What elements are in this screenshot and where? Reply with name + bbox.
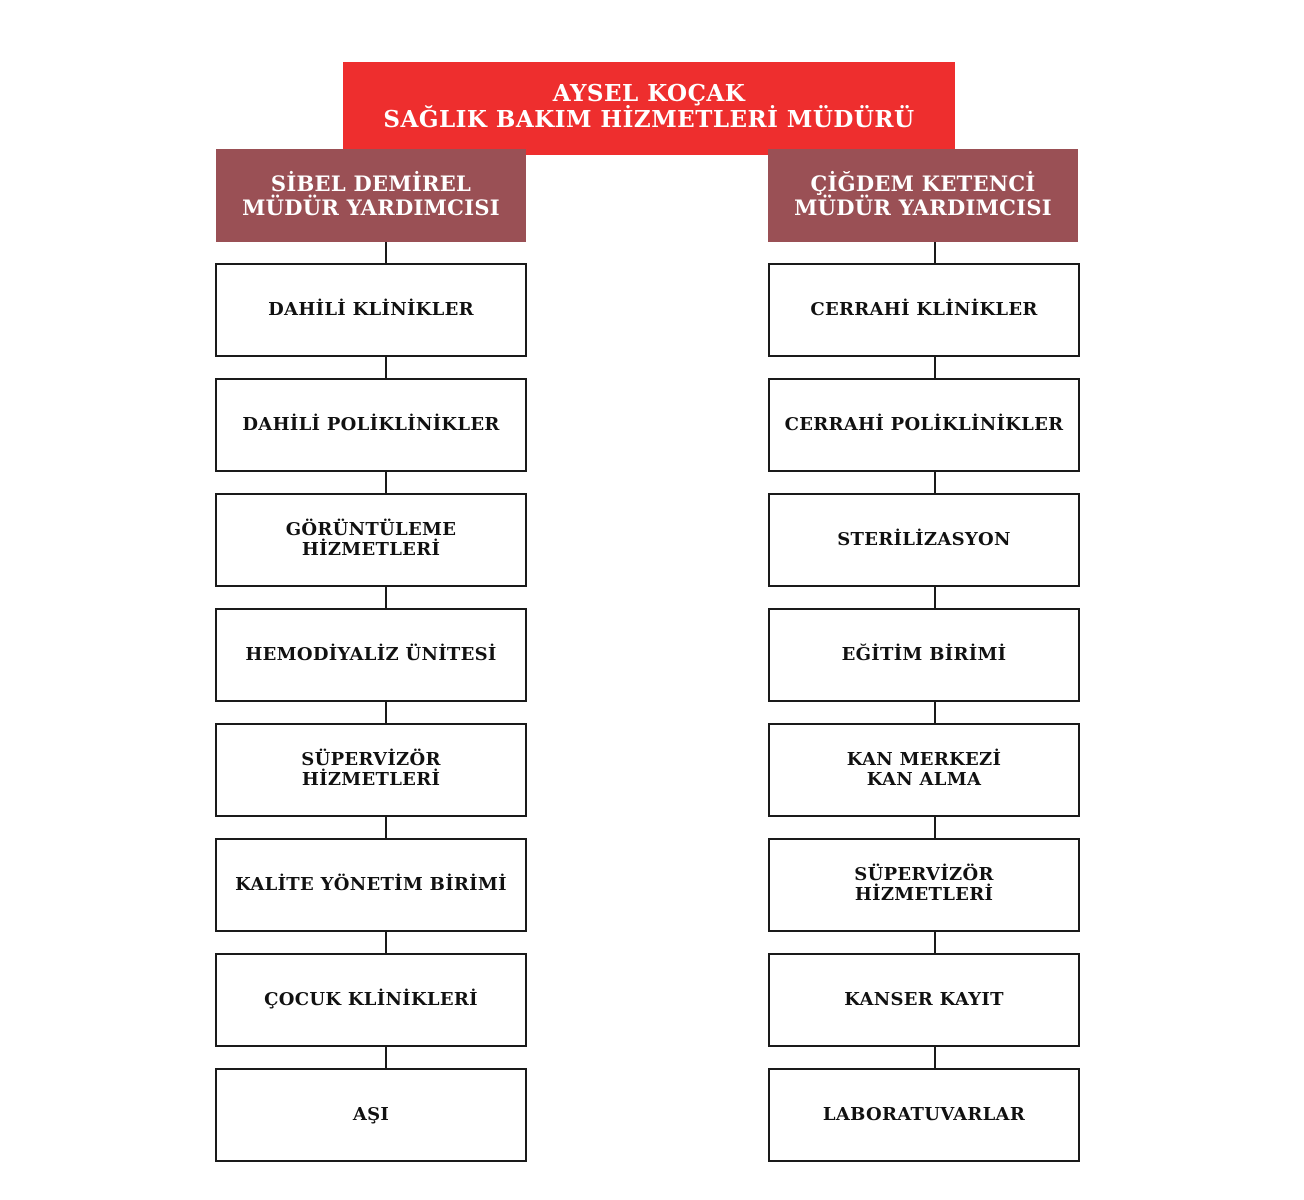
unit-label: CERRAHİ POLİKLİNİKLER [784,413,1064,435]
connector-line [385,587,387,608]
connector-line [934,472,936,493]
unit-label: AŞI [352,1103,390,1125]
deputy-box-right [768,149,1078,242]
connector-line [385,242,387,263]
unit-label: CERRAHİ KLİNİKLER [810,298,1038,320]
unit-box [215,838,527,932]
unit-box [215,263,527,357]
connector-line [385,1047,387,1068]
unit-label: ÇOCUK KLİNİKLERİ [264,988,478,1010]
unit-box [768,1068,1080,1162]
deputy-title: MÜDÜR YARDIMCISI [242,194,500,220]
unit-box [768,723,1080,817]
connector-line [385,702,387,723]
deputy-name: ÇİĞDEM KETENCİ [810,170,1036,196]
deputy-title: MÜDÜR YARDIMCISI [794,194,1052,220]
unit-box [215,723,527,817]
unit-box [768,953,1080,1047]
connector-line [934,587,936,608]
connector-line [385,932,387,953]
connector-line [385,357,387,378]
unit-label: DAHİLİ POLİKLİNİKLER [242,413,500,435]
connector-line [385,472,387,493]
unit-box [768,263,1080,357]
connector-line [934,1047,936,1068]
connector-line [934,817,936,838]
unit-label: SÜPERVİZÖR [301,748,441,770]
unit-label: GÖRÜNTÜLEME [285,518,457,540]
unit-label: HİZMETLERİ [301,769,441,790]
unit-label: KAN MERKEZİ [846,748,1002,770]
unit-label: SÜPERVİZÖR [854,863,994,885]
connector-line [934,702,936,723]
unit-box [215,378,527,472]
director-box [343,62,955,155]
connector-line [934,357,936,378]
unit-label: EĞİTİM BİRİMİ [841,643,1007,665]
unit-label: DAHİLİ KLİNİKLER [268,298,474,320]
unit-label: LABORATUVARLAR [822,1103,1026,1125]
director-name: AYSEL KOÇAK [552,79,746,107]
unit-box [215,493,527,587]
director-title: SAĞLIK BAKIM HİZMETLERİ MÜDÜRÜ [383,105,915,133]
unit-label: HEMODİYALİZ ÜNİTESİ [245,643,497,665]
unit-box [215,1068,527,1162]
deputy-box-left [216,149,526,242]
unit-box [768,493,1080,587]
unit-label: KALİTE YÖNETİM BİRİMİ [235,873,507,895]
connector-line [934,932,936,953]
unit-label: HİZMETLERİ [854,884,994,905]
unit-label: KANSER KAYIT [844,988,1004,1010]
unit-box [768,608,1080,702]
connector-line [934,242,936,263]
unit-box [215,953,527,1047]
unit-label: HİZMETLERİ [301,539,441,560]
unit-box [768,838,1080,932]
connector-line [385,817,387,838]
deputy-name: SİBEL DEMİREL [270,170,472,196]
unit-box [768,378,1080,472]
unit-label: KAN ALMA [866,769,982,790]
unit-label: STERİLİZASYON [837,528,1011,550]
unit-box [215,608,527,702]
